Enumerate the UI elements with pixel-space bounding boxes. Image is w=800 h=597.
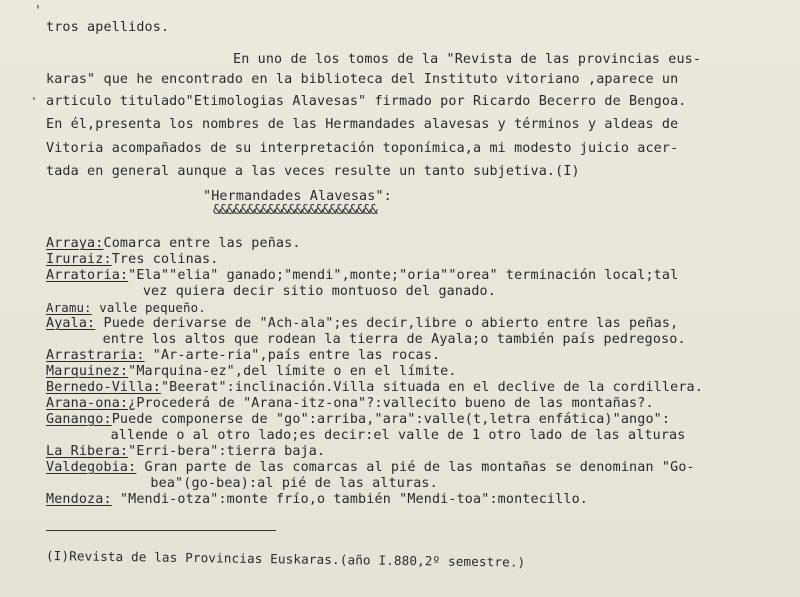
footnote-rule bbox=[46, 530, 276, 531]
entry-definition: "Ela""elia" ganado;"mendi",monte;"oria""orea" terminación local;tal bbox=[128, 268, 679, 283]
entry-12 bbox=[46, 444, 325, 460]
entry-definition: Puede derivarse de "Ach-ala";es decir,libre o abierto entre las peñas, bbox=[95, 316, 679, 331]
entry-13-cont bbox=[134, 476, 438, 492]
entry-definition: allende o al otro lado;es decir:el valle de 1 otro lado de las alturas bbox=[86, 428, 686, 443]
entry-term: Ayala: bbox=[46, 316, 96, 331]
entry-term: Arrastraria: bbox=[46, 348, 145, 363]
entry-definition: vez quiera decir sitio montuoso del ganado. bbox=[110, 284, 496, 299]
section-title: "Hermandades Alavesas": bbox=[203, 189, 392, 204]
entry-13 bbox=[46, 460, 695, 476]
entry-10 bbox=[46, 396, 654, 412]
entry-definition: Puede componerse de "go":arriba,"ara":valle(t,letra enfática)"ango": bbox=[111, 412, 671, 427]
entry-definition: "Ar-arte-ria",país entre las rocas. bbox=[144, 348, 441, 363]
entry-2 bbox=[46, 252, 218, 268]
entry-term: Arraya: bbox=[46, 236, 104, 251]
intro-line-4: En él,presenta los nombres de las Hermandades alavesas y términos y aldeas de bbox=[46, 117, 679, 132]
entry-term: Ganango: bbox=[46, 412, 112, 427]
entry-4 bbox=[46, 268, 678, 284]
entry-definition: entre los altos que rodean la tierra de Ayala;o también país pedregoso. bbox=[78, 332, 686, 347]
entry-8 bbox=[46, 364, 457, 380]
entry-6-cont bbox=[78, 332, 686, 348]
entry-6 bbox=[46, 316, 678, 332]
intro-line-5: Vitoria acompañados de su interpretación toponímica,a mi modesto juicio acer- bbox=[46, 141, 679, 156]
intro-line-2: karas" que he encontrado en la biblioteca del Instituto vitoriano ,aparece un bbox=[46, 72, 679, 87]
entry-definition: ¿Procederá de "Arana-itz-ona"?:vallecito bueno de las montañas?. bbox=[128, 396, 654, 411]
entry-definition: "Erri-bera":tierra baja. bbox=[128, 444, 326, 459]
entry-5 bbox=[46, 300, 206, 316]
entry-definition: Tres colinas. bbox=[111, 252, 219, 267]
entry-14 bbox=[46, 492, 588, 508]
entry-1 bbox=[46, 236, 301, 252]
entry-term: Iruraiz: bbox=[46, 252, 112, 267]
entry-definition: "Mendi-otza":monte frío,o también "Mendi-toa":montecillo. bbox=[111, 492, 588, 507]
entry-term: Valdegobia: bbox=[46, 460, 137, 475]
entry-11-cont bbox=[86, 428, 685, 444]
entry-4-cont bbox=[110, 284, 496, 300]
opening-line: tros apellidos. bbox=[46, 20, 170, 35]
entry-term: Mendoza: bbox=[46, 492, 112, 507]
footnote: (I)Revista de las Provincias Euskaras.(año I.880,2º semestre.) bbox=[45, 548, 526, 570]
entry-definition: bea"(go-bea):al pié de las alturas. bbox=[134, 476, 438, 491]
entry-definition: "Marquina-ez",del límite o en el límite. bbox=[128, 364, 457, 379]
entry-definition: valle pequeño. bbox=[91, 300, 206, 315]
margin-mark: ' bbox=[34, 4, 42, 19]
entry-11 bbox=[46, 412, 670, 428]
intro-line-3: articulo titulado"Etimologias Alavesas" firmado por Ricardo Becerro de Bengoa. bbox=[46, 94, 687, 109]
entry-9 bbox=[46, 380, 703, 396]
entry-7 bbox=[46, 348, 440, 364]
entry-term: Marquinez: bbox=[46, 364, 129, 379]
entry-term: Arratoria: bbox=[46, 268, 129, 283]
intro-line-1: En uno de los tomos de la "Revista de las provincias eus- bbox=[233, 52, 702, 67]
entry-term: Aramu: bbox=[46, 300, 92, 315]
intro-line-6: tada en general aunque a las veces resulte un tanto subjetiva.(I) bbox=[46, 164, 580, 179]
entry-definition: "Beerat":inclinación.Villa situada en el declive de la cordillera. bbox=[160, 380, 703, 395]
entry-term: La Ribera: bbox=[46, 444, 129, 459]
entry-term: Arana-ona: bbox=[46, 396, 129, 411]
section-title-decoration: &&&&&&&&&&&&&&&&&&&&&&&& bbox=[213, 203, 377, 218]
entry-definition: Comarca entre las peñas. bbox=[103, 236, 301, 251]
entry-definition: Gran parte de las comarcas al pié de las montañas se denominan "Go- bbox=[136, 460, 695, 475]
entry-term: Bernedo-Villa: bbox=[46, 380, 161, 395]
margin-dot: · bbox=[30, 92, 38, 107]
